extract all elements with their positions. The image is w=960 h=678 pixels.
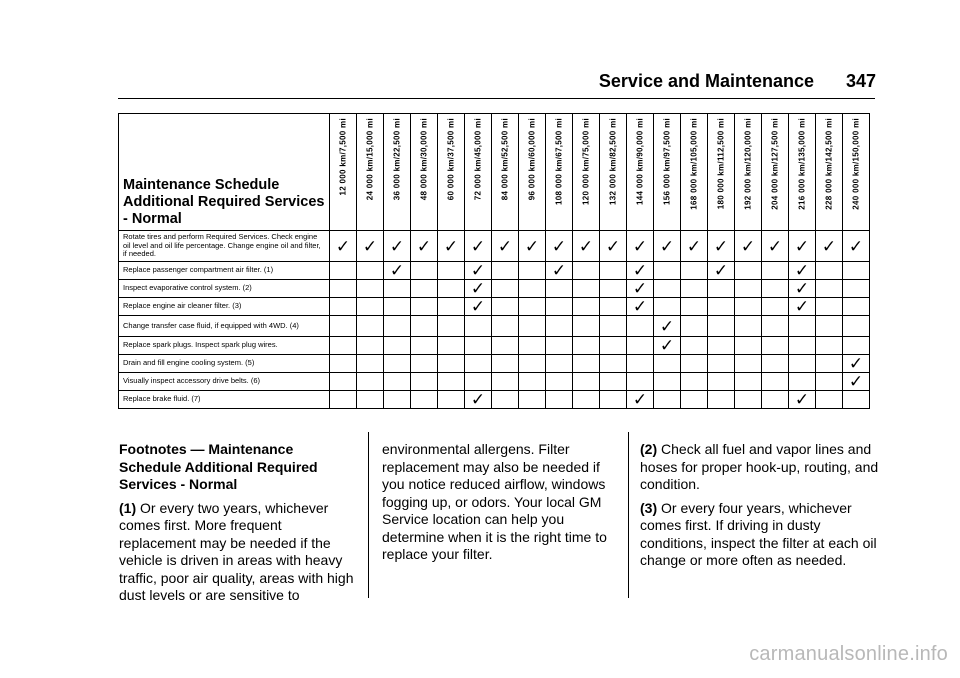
empty-cell: [573, 298, 600, 316]
table-row: [119, 373, 870, 391]
empty-cell: [519, 337, 546, 355]
interval-header: [573, 114, 600, 231]
empty-cell: [789, 373, 816, 391]
empty-cell: [816, 280, 843, 298]
empty-cell: [330, 373, 357, 391]
empty-cell: [546, 298, 573, 316]
empty-cell: [654, 373, 681, 391]
empty-cell: [357, 298, 384, 316]
empty-cell: [411, 337, 438, 355]
interval-label: 168 000 km/105,000 mi: [689, 118, 699, 210]
empty-cell: [573, 316, 600, 337]
interval-label: 228 000 km/142,500 mi: [824, 118, 834, 210]
empty-cell: [762, 355, 789, 373]
section-title: Service and Maintenance: [598, 71, 814, 91]
watermark: carmanualsonline.info: [749, 643, 948, 665]
empty-cell: [438, 337, 465, 355]
empty-cell: [546, 373, 573, 391]
footnote-2-number: (2): [640, 441, 658, 457]
column-divider: [628, 432, 629, 598]
interval-label: 240 000 km/150,000 mi: [851, 118, 861, 210]
check-mark: ✓: [654, 337, 681, 355]
empty-cell: [330, 298, 357, 316]
interval-header: [789, 114, 816, 231]
empty-cell: [357, 280, 384, 298]
empty-cell: [708, 280, 735, 298]
empty-cell: [438, 373, 465, 391]
check-mark: ✓: [546, 262, 573, 280]
empty-cell: [600, 337, 627, 355]
empty-cell: [357, 316, 384, 337]
empty-cell: [465, 355, 492, 373]
interval-header: [816, 114, 843, 231]
interval-label: 180 000 km/112,500 mi: [716, 118, 726, 210]
check-mark: ✓: [627, 231, 654, 262]
empty-cell: [438, 355, 465, 373]
empty-cell: [519, 391, 546, 409]
empty-cell: [519, 262, 546, 280]
check-mark: ✓: [789, 280, 816, 298]
interval-header: [438, 114, 465, 231]
check-mark: ✓: [789, 298, 816, 316]
footnote-3-text: Or every four years, whichever comes first. If driving in dusty conditions, inspect the filter at each oil change or more often as needed.: [640, 499, 877, 568]
empty-cell: [357, 337, 384, 355]
table-row: [119, 355, 870, 373]
empty-cell: [492, 316, 519, 337]
empty-cell: [330, 262, 357, 280]
empty-cell: [384, 280, 411, 298]
check-mark: ✓: [438, 231, 465, 262]
table-row: [119, 391, 870, 409]
check-mark: ✓: [789, 231, 816, 262]
empty-cell: [492, 355, 519, 373]
interval-header: [465, 114, 492, 231]
interval-header: [546, 114, 573, 231]
check-mark: ✓: [465, 391, 492, 409]
empty-cell: [384, 373, 411, 391]
empty-cell: [492, 280, 519, 298]
interval-label: 72 000 km/45,000 mi: [473, 118, 483, 201]
check-mark: ✓: [789, 391, 816, 409]
empty-cell: [816, 355, 843, 373]
interval-header: [600, 114, 627, 231]
task-cell: Inspect evaporative control system. (2): [119, 280, 330, 298]
footnotes-column-3: [640, 441, 880, 576]
empty-cell: [816, 373, 843, 391]
interval-label: 96 000 km/60,000 mi: [527, 118, 537, 201]
footnote-3-number: (3): [640, 499, 658, 516]
interval-label: 216 000 km/135,000 mi: [797, 118, 807, 210]
empty-cell: [843, 298, 870, 316]
maintenance-schedule-table: [118, 113, 870, 409]
interval-label: 24 000 km/15,000 mi: [365, 118, 375, 201]
footnote-1-continued: environmental allergens. Filter replacement may also be needed if you notice reduced airflow, windows fogging up, or odors. Your local GM Service location can help you determine when it is the right time to replace your filter.: [382, 441, 607, 562]
task-cell: Replace brake fluid. (7): [119, 391, 330, 409]
interval-label: 144 000 km/90,000 mi: [635, 118, 645, 205]
empty-cell: [600, 262, 627, 280]
empty-cell: [519, 298, 546, 316]
empty-cell: [519, 373, 546, 391]
interval-header: [843, 114, 870, 231]
interval-label: 60 000 km/37,500 mi: [446, 118, 456, 201]
empty-cell: [411, 355, 438, 373]
check-mark: ✓: [357, 231, 384, 262]
empty-cell: [762, 391, 789, 409]
interval-header: [681, 114, 708, 231]
check-mark: ✓: [330, 231, 357, 262]
interval-header: [708, 114, 735, 231]
empty-cell: [681, 373, 708, 391]
empty-cell: [816, 298, 843, 316]
empty-cell: [843, 391, 870, 409]
empty-cell: [573, 355, 600, 373]
footnote-1-text: Or every two years, whichever comes first. More frequent replacement may be needed if the vehicle is driven in areas with heavy traffic, poor air quality, areas with high dust levels or are sensitive to: [119, 499, 354, 603]
empty-cell: [384, 316, 411, 337]
empty-cell: [654, 298, 681, 316]
empty-cell: [438, 391, 465, 409]
footnote-1-number: (1): [119, 499, 137, 516]
empty-cell: [789, 337, 816, 355]
empty-cell: [762, 280, 789, 298]
empty-cell: [735, 337, 762, 355]
interval-label: 120 000 km/75,000 mi: [581, 118, 591, 205]
check-mark: ✓: [789, 262, 816, 280]
task-cell: Replace spark plugs. Inspect spark plug wires.: [119, 337, 330, 355]
empty-cell: [681, 298, 708, 316]
footnotes-title: Footnotes — Maintenance Schedule Additional Required Services - Normal: [119, 441, 318, 492]
empty-cell: [357, 355, 384, 373]
interval-header: [762, 114, 789, 231]
empty-cell: [600, 373, 627, 391]
footnote-1: [119, 500, 359, 605]
check-mark: ✓: [627, 298, 654, 316]
check-mark: ✓: [681, 231, 708, 262]
empty-cell: [465, 316, 492, 337]
empty-cell: [384, 337, 411, 355]
check-mark: ✓: [519, 231, 546, 262]
empty-cell: [789, 316, 816, 337]
table-title: Maintenance Schedule Additional Required Services - Normal: [119, 114, 330, 231]
empty-cell: [708, 337, 735, 355]
interval-label: 132 000 km/82,500 mi: [608, 118, 618, 205]
check-mark: ✓: [492, 231, 519, 262]
empty-cell: [465, 337, 492, 355]
empty-cell: [681, 391, 708, 409]
empty-cell: [600, 355, 627, 373]
empty-cell: [627, 316, 654, 337]
table-row: [119, 280, 870, 298]
empty-cell: [519, 316, 546, 337]
empty-cell: [492, 391, 519, 409]
task-cell: Rotate tires and perform Required Services. Check engine oil level and oil life percentage. Change engine oil and filter, if needed.: [119, 231, 330, 262]
empty-cell: [573, 373, 600, 391]
check-mark: ✓: [816, 231, 843, 262]
empty-cell: [600, 280, 627, 298]
empty-cell: [384, 298, 411, 316]
interval-label: 48 000 km/30,000 mi: [419, 118, 429, 201]
table-header-row: [119, 114, 870, 231]
check-mark: ✓: [843, 231, 870, 262]
empty-cell: [762, 298, 789, 316]
empty-cell: [816, 337, 843, 355]
empty-cell: [789, 355, 816, 373]
empty-cell: [816, 391, 843, 409]
empty-cell: [654, 262, 681, 280]
empty-cell: [735, 391, 762, 409]
check-mark: ✓: [762, 231, 789, 262]
page-header: [0, 0, 960, 100]
interval-label: 204 000 km/127,500 mi: [770, 118, 780, 210]
task-cell: Replace engine air cleaner filter. (3): [119, 298, 330, 316]
check-mark: ✓: [573, 231, 600, 262]
empty-cell: [465, 373, 492, 391]
empty-cell: [330, 316, 357, 337]
interval-header: [357, 114, 384, 231]
column-divider: [368, 432, 369, 598]
footnote-2-text: Check all fuel and vapor lines and hoses for proper hook-up, routing, and condition.: [640, 441, 879, 492]
check-mark: ✓: [465, 280, 492, 298]
check-mark: ✓: [465, 262, 492, 280]
empty-cell: [843, 280, 870, 298]
empty-cell: [843, 262, 870, 280]
empty-cell: [357, 262, 384, 280]
interval-header: [735, 114, 762, 231]
empty-cell: [762, 337, 789, 355]
empty-cell: [492, 337, 519, 355]
check-mark: ✓: [600, 231, 627, 262]
check-mark: ✓: [843, 355, 870, 373]
interval-header: [492, 114, 519, 231]
table-row: [119, 337, 870, 355]
empty-cell: [600, 316, 627, 337]
empty-cell: [492, 373, 519, 391]
empty-cell: [330, 337, 357, 355]
empty-cell: [519, 280, 546, 298]
empty-cell: [546, 316, 573, 337]
empty-cell: [384, 355, 411, 373]
empty-cell: [411, 391, 438, 409]
empty-cell: [843, 337, 870, 355]
empty-cell: [843, 316, 870, 337]
footnotes-column-2: [382, 441, 622, 570]
check-mark: ✓: [843, 373, 870, 391]
empty-cell: [708, 391, 735, 409]
empty-cell: [438, 298, 465, 316]
empty-cell: [384, 391, 411, 409]
empty-cell: [681, 280, 708, 298]
task-cell: Visually inspect accessory drive belts. (6): [119, 373, 330, 391]
empty-cell: [492, 262, 519, 280]
empty-cell: [681, 316, 708, 337]
interval-header: [330, 114, 357, 231]
empty-cell: [735, 298, 762, 316]
check-mark: ✓: [654, 231, 681, 262]
empty-cell: [411, 316, 438, 337]
check-mark: ✓: [546, 231, 573, 262]
empty-cell: [330, 355, 357, 373]
empty-cell: [627, 337, 654, 355]
interval-label: 36 000 km/22,500 mi: [392, 118, 402, 201]
page-number: 347: [846, 71, 877, 91]
task-cell: Replace passenger compartment air filter. (1): [119, 262, 330, 280]
empty-cell: [546, 280, 573, 298]
empty-cell: [411, 298, 438, 316]
table-body: [119, 231, 870, 409]
empty-cell: [681, 355, 708, 373]
empty-cell: [708, 298, 735, 316]
interval-label: 12 000 km/7,500 mi: [338, 118, 348, 196]
task-cell: Drain and fill engine cooling system. (5): [119, 355, 330, 373]
empty-cell: [735, 316, 762, 337]
empty-cell: [573, 391, 600, 409]
interval-label: 84 000 km/52,500 mi: [500, 118, 510, 201]
empty-cell: [627, 373, 654, 391]
empty-cell: [654, 355, 681, 373]
empty-cell: [546, 337, 573, 355]
empty-cell: [546, 355, 573, 373]
empty-cell: [600, 391, 627, 409]
interval-label: 192 000 km/120,000 mi: [743, 118, 753, 210]
empty-cell: [708, 316, 735, 337]
footnote-2: [640, 441, 880, 494]
empty-cell: [708, 355, 735, 373]
empty-cell: [411, 280, 438, 298]
empty-cell: [519, 355, 546, 373]
empty-cell: [681, 262, 708, 280]
check-mark: ✓: [384, 231, 411, 262]
check-mark: ✓: [654, 316, 681, 337]
check-mark: ✓: [627, 262, 654, 280]
empty-cell: [492, 298, 519, 316]
empty-cell: [762, 316, 789, 337]
empty-cell: [438, 262, 465, 280]
empty-cell: [654, 280, 681, 298]
empty-cell: [438, 316, 465, 337]
empty-cell: [627, 355, 654, 373]
empty-cell: [411, 373, 438, 391]
check-mark: ✓: [465, 231, 492, 262]
empty-cell: [438, 280, 465, 298]
check-mark: ✓: [465, 298, 492, 316]
interval-header: [411, 114, 438, 231]
empty-cell: [573, 262, 600, 280]
empty-cell: [330, 391, 357, 409]
table-row: [119, 262, 870, 280]
empty-cell: [735, 262, 762, 280]
table-row: [119, 231, 870, 262]
interval-label: 156 000 km/97,500 mi: [662, 118, 672, 205]
table-row: [119, 298, 870, 316]
empty-cell: [816, 262, 843, 280]
check-mark: ✓: [708, 262, 735, 280]
footnote-3: [640, 500, 880, 570]
header-rule: [118, 98, 875, 99]
empty-cell: [735, 373, 762, 391]
empty-cell: [357, 373, 384, 391]
empty-cell: [573, 337, 600, 355]
check-mark: ✓: [411, 231, 438, 262]
empty-cell: [681, 337, 708, 355]
check-mark: ✓: [735, 231, 762, 262]
interval-header: [519, 114, 546, 231]
empty-cell: [357, 391, 384, 409]
check-mark: ✓: [627, 280, 654, 298]
table-row: [119, 316, 870, 337]
interval-label: 108 000 km/67,500 mi: [554, 118, 564, 205]
empty-cell: [816, 316, 843, 337]
empty-cell: [735, 355, 762, 373]
empty-cell: [762, 262, 789, 280]
footnotes-column-1: [119, 441, 359, 611]
empty-cell: [573, 280, 600, 298]
empty-cell: [600, 298, 627, 316]
empty-cell: [330, 280, 357, 298]
interval-header: [627, 114, 654, 231]
empty-cell: [546, 391, 573, 409]
task-cell: Change transfer case fluid, if equipped with 4WD. (4): [119, 316, 330, 337]
empty-cell: [708, 373, 735, 391]
empty-cell: [735, 280, 762, 298]
interval-header: [654, 114, 681, 231]
empty-cell: [654, 391, 681, 409]
check-mark: ✓: [384, 262, 411, 280]
check-mark: ✓: [627, 391, 654, 409]
check-mark: ✓: [708, 231, 735, 262]
empty-cell: [411, 262, 438, 280]
interval-header: [384, 114, 411, 231]
empty-cell: [762, 373, 789, 391]
